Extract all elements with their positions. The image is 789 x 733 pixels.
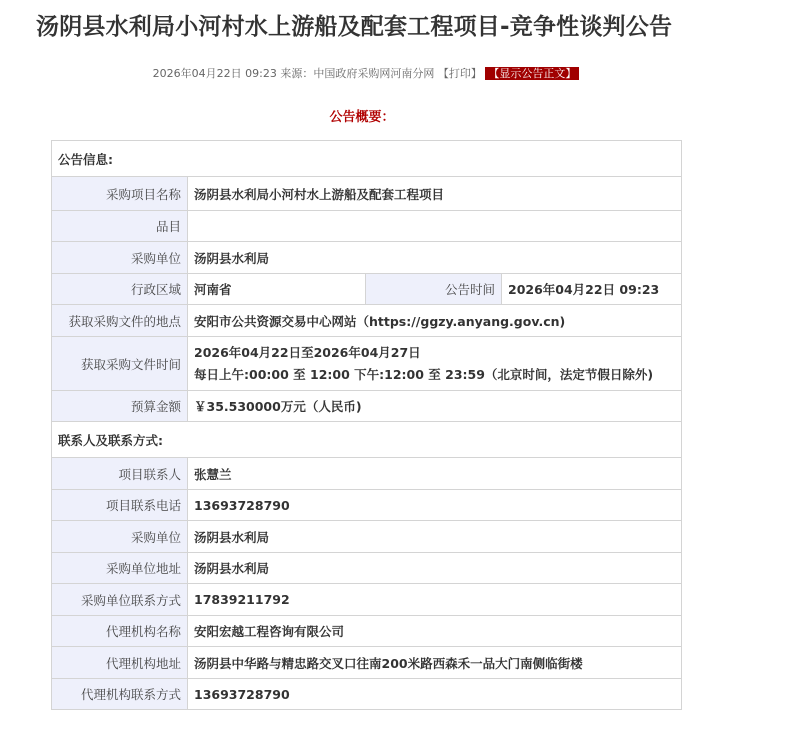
table-row <box>52 242 682 274</box>
purchaser-value: 汤阴县水利局 <box>188 242 682 274</box>
table-row <box>52 391 682 422</box>
section-announcement-info: 公告信息: <box>52 141 682 177</box>
project-phone-value: 13693728790 <box>188 490 682 521</box>
agency-phone-value: 13693728790 <box>188 679 682 710</box>
table-row <box>52 490 682 521</box>
table-row <box>52 458 682 490</box>
table-row <box>52 211 682 242</box>
doc-location-value: 安阳市公共资源交易中心网站（https://ggzy.anyang.gov.cn) <box>188 305 682 337</box>
field-label: 代理机构联系方式 <box>52 679 188 710</box>
table-row <box>52 337 682 391</box>
table-row <box>52 521 682 553</box>
field-label: 采购单位 <box>52 242 188 274</box>
field-label: 获取采购文件时间 <box>52 337 188 391</box>
field-label: 公告时间 <box>366 274 502 305</box>
agency-address-value: 汤阴县中华路与精忠路交叉口往南200米路西森禾一品大门南侧临街楼 <box>188 647 682 679</box>
doc-time-line1: 2026年04月22日至2026年04月27日 <box>194 344 421 360</box>
field-label: 采购单位地址 <box>52 553 188 584</box>
purchaser-address-value: 汤阴县水利局 <box>188 553 682 584</box>
field-label: 品目 <box>52 211 188 242</box>
table-row <box>52 141 682 177</box>
show-content-button[interactable]: 【显示公告正文】 <box>485 67 579 80</box>
table-row <box>52 177 682 211</box>
purchaser-phone-value: 17839211792 <box>188 584 682 616</box>
page-title: 汤阴县水利局小河村水上游船及配套工程项目-竞争性谈判公告 <box>36 14 673 40</box>
table-row <box>52 647 682 679</box>
table-row <box>52 679 682 710</box>
source-label: 来源： <box>280 67 314 80</box>
field-label: 项目联系电话 <box>52 490 188 521</box>
region-value: 河南省 <box>188 274 366 305</box>
publish-datetime: 2026年04月22日 09:23 <box>152 67 277 80</box>
field-label: 采购项目名称 <box>52 177 188 211</box>
field-label: 代理机构名称 <box>52 616 188 647</box>
project-name-value: 汤阴县水利局小河村水上游船及配套工程项目 <box>188 177 682 211</box>
section-contact-info: 联系人及联系方式: <box>52 422 682 458</box>
agency-name-value: 安阳宏越工程咨询有限公司 <box>188 616 682 647</box>
publish-time-value: 2026年04月22日 09:23 <box>502 274 682 305</box>
source-name: 中国政府采购网河南分网 <box>313 67 435 80</box>
print-link[interactable]: 【打印】 <box>437 67 482 80</box>
table-row <box>52 616 682 647</box>
table-row <box>52 553 682 584</box>
doc-time-value <box>188 337 682 391</box>
table-row <box>52 422 682 458</box>
table-row <box>52 584 682 616</box>
budget-value: ￥35.530000万元（人民币) <box>188 391 682 422</box>
doc-time-line2: 每日上午:00:00 至 12:00 下午:12:00 至 23:59（北京时间，法定节假日除外) <box>194 366 654 382</box>
field-label: 项目联系人 <box>52 458 188 490</box>
article-meta <box>0 65 732 81</box>
field-label: 采购单位 <box>52 521 188 553</box>
announcement-table <box>51 140 682 710</box>
summary-title: 公告概要： <box>329 110 395 125</box>
table-row <box>52 274 682 305</box>
field-label: 预算金额 <box>52 391 188 422</box>
table-row <box>52 305 682 337</box>
project-contact-value: 张慧兰 <box>188 458 682 490</box>
field-label: 采购单位联系方式 <box>52 584 188 616</box>
field-label: 行政区域 <box>52 274 188 305</box>
field-label: 获取采购文件的地点 <box>52 305 188 337</box>
contact-purchaser-value: 汤阴县水利局 <box>188 521 682 553</box>
item-value <box>188 211 682 242</box>
field-label: 代理机构地址 <box>52 647 188 679</box>
